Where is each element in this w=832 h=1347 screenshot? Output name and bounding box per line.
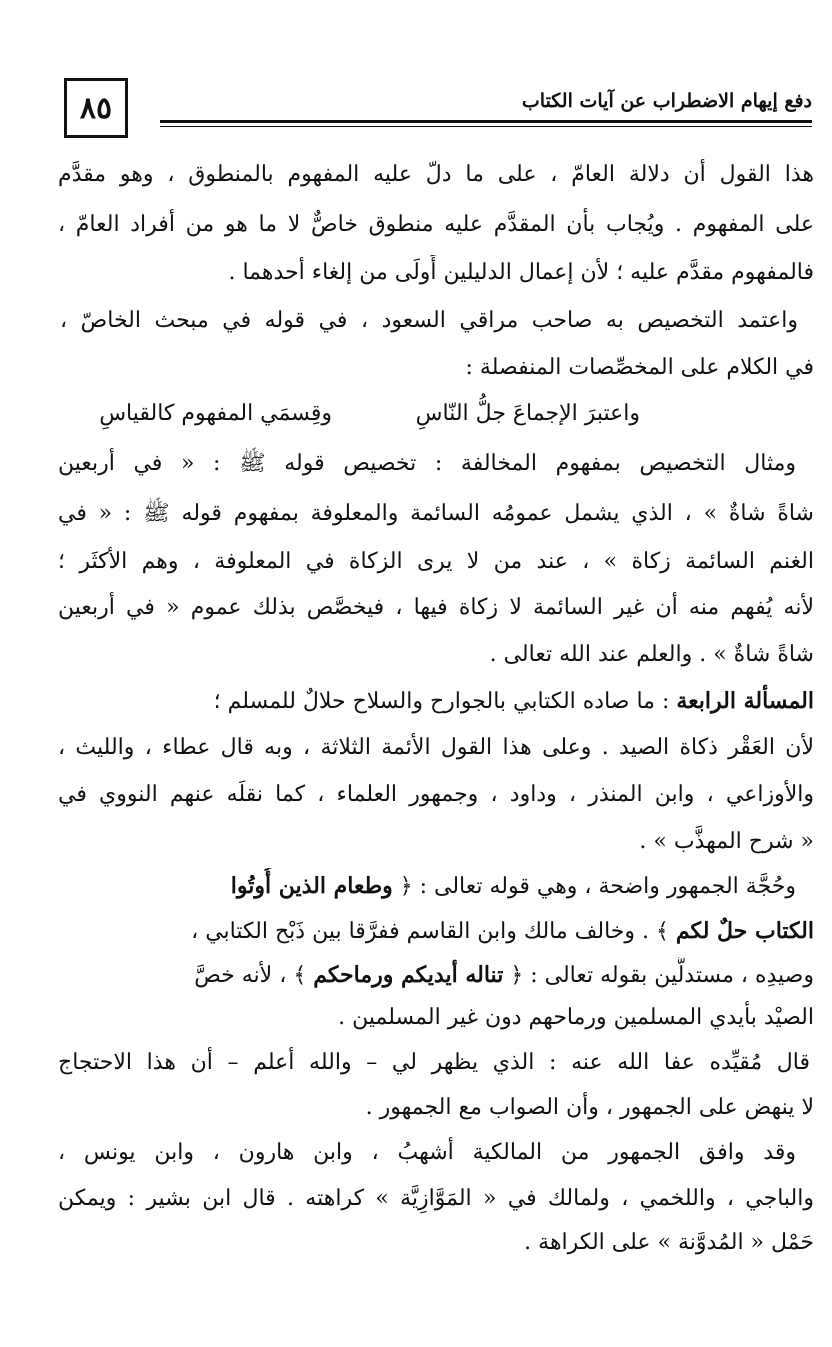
text-line: الصيْد بأيدي المسلمين ورماحهم دون غير المسلمين . bbox=[338, 1005, 814, 1030]
text-line: الغنم السائمة زكاة » ، عند من لا يرى الزكاة في المعلوفة ، وهم الأكثَر ؛ bbox=[58, 549, 814, 574]
text-line: هذا القول أن دلالة العامّ ، على ما دلّ عليه المفهوم بالمنطوق ، وهو مقدَّم bbox=[58, 162, 814, 187]
quran-quote: وطعام الذين أُوتُوا bbox=[230, 873, 393, 899]
text-line: حَمْل « المُدوَّنة » على الكراهة . bbox=[524, 1230, 814, 1255]
header-rule-thick bbox=[160, 120, 812, 123]
quran-quote: تناله أيديكم ورماحكم bbox=[313, 962, 504, 988]
argument-text: وحُجَّة الجمهور واضحة ، وهي قوله تعالى : ﴿ bbox=[399, 874, 796, 899]
text-line: والباجي ، واللخمي ، ولمالك في « المَوَّازِيَّة » كراهته . قال ابن بشير : ويمكن bbox=[58, 1186, 814, 1211]
argument-text: ﴾ . وخالف مالك وابن القاسم ففرَّقا بين ذَبْح الكتابي ، bbox=[191, 919, 669, 944]
text-line bbox=[58, 683, 814, 719]
running-title: دفع إيهام الاضطراب عن آيات الكتاب bbox=[521, 90, 812, 112]
text-line: وقد وافق الجمهور من المالكية أشهبُ ، وابن هارون ، وابن يونس ، bbox=[58, 1140, 796, 1165]
verse-hemistich-2: وقِسمَي المفهوم كالقياسِ bbox=[99, 401, 332, 426]
text-line: فالمفهوم مقدَّم عليه ؛ لأن إعمال الدليلين أَولَى من إلغاء أحدهما . bbox=[228, 260, 814, 285]
text-line: قال مُقيِّده عفا الله عنه : الذي يظهر لي – والله أعلم – أن هذا الاحتجاج bbox=[58, 1050, 810, 1075]
argument-text: وصيدِه ، مستدلَّين بقوله تعالى : ﴿ bbox=[510, 963, 814, 988]
text-line: لأن العَقْر ذكاة الصيد . وعلى هذا القول الأئمة الثلاثة ، وبه قال عطاء ، والليث ، bbox=[58, 735, 814, 760]
text-line: واعتمد التخصيص به صاحب مراقي السعود ، في قوله في مبحث الخاصّ ، bbox=[60, 308, 798, 333]
issue-heading-rest: : ما صاده الكتابي بالجوارح والسلاح حلالٌ للمسلم ؛ bbox=[213, 689, 670, 714]
argument-text: ﴾ ، لأنه خصَّ bbox=[194, 963, 307, 988]
poetry-verse bbox=[60, 396, 772, 432]
text-line: لا ينهض على الجمهور ، وأن الصواب مع الجمهور . bbox=[365, 1095, 814, 1120]
header-rule-thin bbox=[160, 126, 812, 127]
issue-heading: المسألة الرابعة bbox=[676, 688, 814, 714]
text-line bbox=[58, 868, 796, 904]
text-line: شاةً شاةٌ » . والعلم عند الله تعالى . bbox=[489, 642, 814, 667]
page-number-box bbox=[64, 78, 128, 138]
text-line: ومثال التخصيص بمفهوم المخالفة : تخصيص قوله ﷺ : « في أربعين bbox=[58, 451, 796, 476]
text-line: لأنه يُفهم منه أن غير السائمة لا زكاة فيها ، فيخصَّص بذلك عموم « في أربعين bbox=[58, 595, 814, 620]
text-line: « شرح المهذَّب » . bbox=[639, 829, 814, 854]
text-line: في الكلام على المخصِّصات المنفصلة : bbox=[465, 355, 814, 380]
verse-hemistich-1: واعتبرَ الإجماعَ جلُّ النّاسِ bbox=[415, 401, 640, 426]
text-line bbox=[58, 913, 814, 949]
text-line: على المفهوم . ويُجاب بأن المقدَّم عليه منطوق خاصٌّ لا ما هو من أفراد العامّ ، bbox=[58, 212, 814, 237]
text-line: شاةً شاةٌ » ، الذي يشمل عمومُه السائمة والمعلوفة بمفهوم قوله ﷺ : « في bbox=[58, 501, 814, 526]
page-number: ٨٥ bbox=[79, 90, 113, 126]
text-line: والأوزاعي ، وابن المنذر ، وداود ، وجمهور العلماء ، كما نقلَه عنهم النووي في bbox=[58, 782, 814, 807]
quran-quote: الكتاب حلٌ لكم bbox=[675, 918, 814, 944]
text-line bbox=[58, 957, 814, 993]
